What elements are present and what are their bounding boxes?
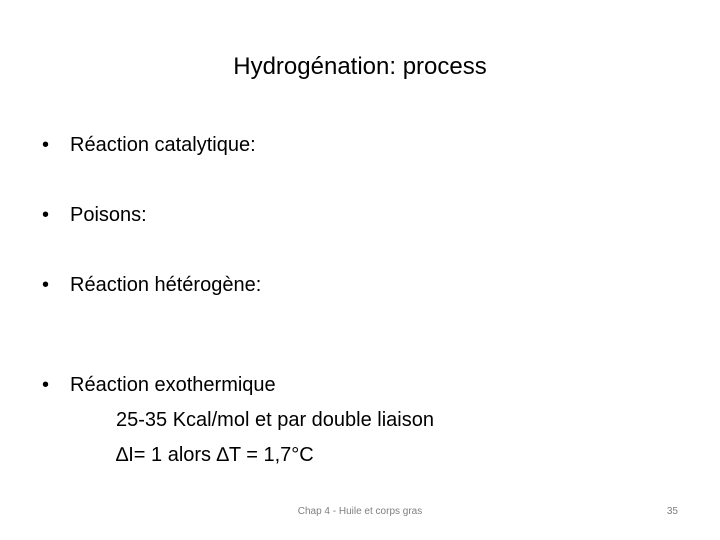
bullet-item (42, 200, 682, 230)
bullet-text: Réaction hétérogène: (70, 274, 262, 296)
bullet-text: Réaction catalytique: (70, 134, 256, 156)
sub-line: ∆I= 1 alors ∆T = 1,7°C (116, 444, 314, 466)
bullet-marker: • (42, 274, 50, 296)
bullet-marker: • (42, 374, 50, 396)
bullet-text: Poisons: (70, 204, 147, 226)
bullet-item (42, 130, 682, 160)
bullet-item (42, 270, 682, 300)
sub-line: 25-35 Kcal/mol et par double liaison (116, 409, 434, 431)
page-number: 35 (666, 506, 678, 517)
slide-title: Hydrogénation: process (233, 53, 487, 80)
bullet-marker: • (42, 134, 50, 156)
bullet-text: Réaction exothermique (70, 374, 276, 396)
footer-text: Chap 4 - Huile et corps gras (297, 506, 423, 517)
bullet-marker: • (42, 204, 50, 226)
bullet-item (42, 370, 682, 400)
